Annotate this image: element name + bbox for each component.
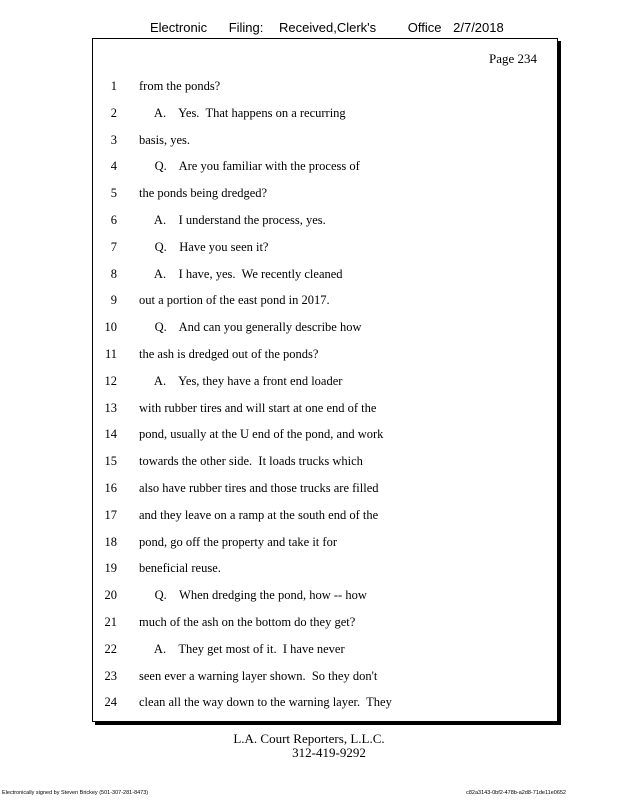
footer (0, 732, 618, 760)
line-text: and they leave on a ramp at the south end of the (139, 507, 379, 522)
line-number: 17 (104, 507, 117, 522)
line-text: the ponds being dredged? (139, 186, 268, 201)
line-number: 14 (104, 427, 117, 442)
line-number: 21 (104, 614, 117, 629)
line-text: basis, yes. (139, 132, 191, 147)
transcript-lines (93, 73, 557, 716)
transcript-line (93, 100, 557, 127)
line-text: Q. When dredging the pond, how -- how (139, 588, 367, 603)
line-number: 22 (104, 641, 117, 656)
line-text: with rubber tires and will start at one end of the (139, 400, 377, 415)
header-filing: Filing: (228, 20, 264, 35)
line-number: 3 (110, 132, 117, 147)
line-text: pond, usually at the U end of the pond, and work (139, 427, 384, 442)
transcript-line (93, 582, 557, 609)
line-text: Q. Are you familiar with the process of (139, 159, 360, 174)
line-text: A. They get most of it. I have never (139, 641, 345, 656)
transcript-line (93, 529, 557, 556)
header-date: 2/7/2018 (453, 20, 504, 35)
line-number: 18 (104, 534, 117, 549)
line-number: 5 (110, 186, 117, 201)
line-number: 23 (104, 668, 117, 683)
court-reporter-phone: 312-419-9292 (292, 745, 366, 760)
transcript-line (93, 502, 557, 529)
line-text: out a portion of the east pond in 2017. (139, 293, 330, 308)
line-text: Q. And can you generally describe how (139, 320, 362, 335)
transcript-line (93, 287, 557, 314)
header-electronic: Electronic (150, 20, 208, 35)
transcript-line (93, 609, 557, 636)
line-number: 16 (104, 480, 117, 495)
line-text: much of the ash on the bottom do they get? (139, 614, 356, 629)
line-number: 13 (104, 400, 117, 415)
transcript-line (93, 73, 557, 100)
transcript-line (93, 261, 557, 288)
line-number: 8 (110, 266, 117, 281)
line-number: 12 (104, 373, 117, 388)
line-text: towards the other side. It loads trucks which (139, 454, 363, 469)
transcript-line (93, 395, 557, 422)
transcript-line (93, 636, 557, 663)
line-text: A. I have, yes. We recently cleaned (139, 266, 343, 281)
transcript-line (93, 421, 557, 448)
transcript-line (93, 663, 557, 690)
line-text: beneficial reuse. (139, 561, 221, 576)
line-text: Q. Have you seen it? (139, 239, 269, 254)
line-number: 10 (104, 320, 117, 335)
transcript-line (93, 314, 557, 341)
line-number: 1 (110, 79, 117, 93)
transcript-line (93, 234, 557, 261)
page-number: Page 234 (488, 51, 537, 66)
electronic-signature: Electronically signed by Steven Brickey (501-307-281-8473) (2, 790, 149, 796)
line-number: 11 (104, 346, 117, 361)
document-hash: c82a3143-0bf2-478b-a2d8-71de11e0652 (466, 790, 566, 796)
line-number: 2 (110, 105, 117, 120)
transcript-line (93, 180, 557, 207)
court-reporter-name: L.A. Court Reporters, L.L.C. (233, 731, 385, 746)
line-number: 4 (110, 159, 117, 174)
line-text: pond, go off the property and take it for (139, 534, 337, 549)
line-number: 20 (104, 588, 117, 603)
header-received: Received,Clerk's (279, 20, 377, 35)
transcript-line (93, 368, 557, 395)
line-text: the ash is dredged out of the ponds? (139, 346, 319, 361)
transcript-line (93, 555, 557, 582)
transcript-line (93, 448, 557, 475)
header-office: Office (407, 20, 442, 35)
transcript-line (93, 127, 557, 154)
line-number: 19 (104, 561, 117, 576)
transcript-line (93, 207, 557, 234)
line-number: 7 (110, 239, 117, 254)
line-number: 15 (104, 454, 117, 469)
line-text: clean all the way down to the warning layer. They (139, 695, 392, 710)
line-text: A. Yes. That happens on a recurring (139, 105, 346, 120)
line-number: 24 (104, 695, 117, 710)
transcript-line (93, 153, 557, 180)
line-text: from the ponds? (139, 79, 221, 93)
line-number: 9 (110, 293, 117, 308)
line-text: A. I understand the process, yes. (139, 212, 326, 227)
line-text: also have rubber tires and those trucks are filled (139, 480, 379, 495)
filing-header (150, 20, 504, 35)
transcript-line (93, 341, 557, 368)
transcript-line (93, 475, 557, 502)
line-text: seen ever a warning layer shown. So they don't (139, 668, 378, 683)
transcript-line (93, 689, 557, 716)
transcript-page-frame (92, 38, 558, 722)
line-text: A. Yes, they have a front end loader (139, 373, 343, 388)
line-number: 6 (110, 212, 117, 227)
